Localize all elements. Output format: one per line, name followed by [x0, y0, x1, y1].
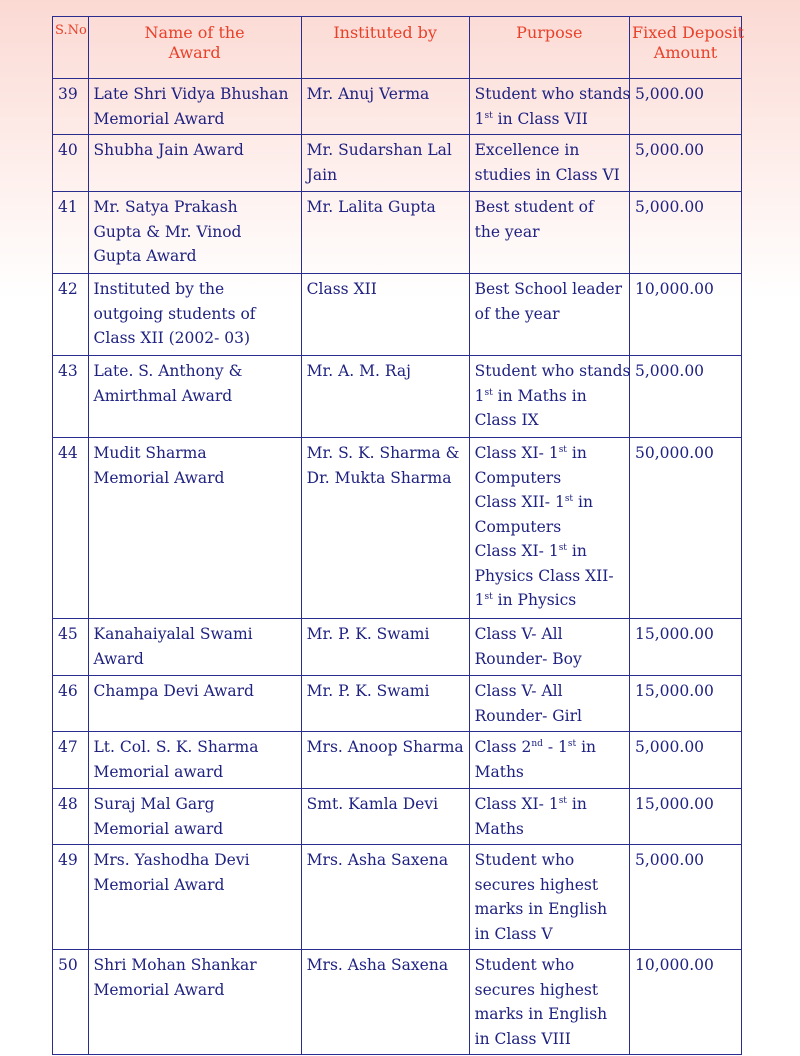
ordinal-suffix: st	[564, 494, 574, 504]
instituted-by-cell	[301, 192, 469, 274]
purpose-text: Student who	[474, 851, 575, 869]
ordinal-suffix: nd	[531, 739, 543, 749]
award-name-line: Instituted by the	[93, 280, 225, 298]
purpose-text: Class V- All	[474, 625, 563, 643]
purpose-text: in	[576, 738, 597, 756]
purpose-line	[475, 441, 625, 466]
serial-number-cell: 39	[53, 79, 89, 135]
purpose-line	[475, 679, 625, 704]
purpose-text: Maths	[474, 762, 524, 781]
instituted-by-cell	[301, 79, 469, 135]
purpose-text: 1	[474, 109, 485, 128]
table-row	[53, 732, 742, 789]
ordinal-suffix: st	[484, 592, 493, 602]
purpose-text: in Physics	[492, 591, 577, 609]
purpose-text: of the year	[474, 304, 560, 323]
purpose-text: Class V- All	[474, 682, 563, 700]
amount-cell: 5,000.00	[630, 79, 742, 135]
serial-number-cell: 49	[53, 845, 89, 950]
purpose-text: marks in English	[474, 900, 608, 918]
ordinal-suffix: st	[567, 739, 577, 749]
purpose-text: Best School leader	[474, 280, 622, 298]
award-name-line: Memorial award	[93, 762, 224, 781]
purpose-line	[475, 735, 625, 760]
instituted-by-cell	[301, 950, 469, 1055]
purpose-cell	[469, 950, 629, 1055]
serial-number-cell: 44	[53, 438, 89, 619]
table-row	[53, 676, 742, 732]
award-name-cell	[88, 274, 301, 356]
purpose-text: in	[573, 493, 593, 511]
purpose-line	[475, 302, 625, 327]
purpose-cell	[469, 676, 629, 732]
header-amount-line: Fixed Deposit	[632, 23, 744, 42]
purpose-line	[475, 897, 625, 922]
table-row	[53, 356, 742, 438]
purpose-line	[475, 848, 625, 873]
purpose-line	[475, 277, 625, 302]
purpose-text: in	[566, 542, 587, 560]
purpose-line	[475, 792, 625, 817]
instituted-by-line: Mrs. Asha Saxena	[306, 851, 449, 869]
instituted-by-cell	[301, 619, 469, 676]
purpose-text: Rounder- Boy	[474, 649, 582, 668]
purpose-text: Student who stands	[474, 362, 631, 380]
purpose-cell	[469, 274, 629, 356]
purpose-text: secures highest	[474, 875, 599, 894]
award-name-line: Mrs. Yashodha Devi	[93, 851, 250, 869]
purpose-line	[475, 466, 625, 491]
purpose-line	[474, 359, 631, 384]
purpose-line	[475, 647, 625, 672]
purpose-line	[475, 515, 625, 540]
serial-number-cell: 47	[53, 732, 89, 789]
serial-number-cell: 42	[53, 274, 89, 356]
purpose-text: Class XI- 1	[474, 542, 559, 560]
header-purpose: Purpose	[469, 17, 629, 79]
instituted-by-line: Mr. A. M. Raj	[306, 362, 411, 380]
purpose-cell	[469, 135, 629, 192]
amount-cell: 10,000.00	[630, 274, 742, 356]
award-name-cell	[88, 676, 301, 732]
purpose-line	[475, 704, 625, 729]
award-name-cell	[88, 619, 301, 676]
instituted-by-line: Mrs. Asha Saxena	[306, 956, 449, 974]
header-name-line: Award	[168, 43, 221, 62]
award-name-line: Gupta & Mr. Vinod	[93, 222, 242, 241]
award-name-line: Gupta Award	[93, 247, 197, 265]
purpose-text: in Maths in	[492, 386, 587, 405]
purpose-text: Computers	[474, 517, 562, 536]
award-name-cell	[88, 135, 301, 192]
award-name-line: Memorial Award	[93, 980, 225, 999]
instituted-by-cell	[301, 789, 469, 845]
award-name-line: Kanahaiyalal Swami	[93, 625, 253, 643]
purpose-text: in Class VIII	[474, 1029, 571, 1048]
purpose-text: in	[566, 444, 587, 462]
amount-cell: 15,000.00	[630, 789, 742, 845]
header-amount	[630, 17, 742, 79]
award-name-line: Award	[93, 649, 144, 668]
purpose-line	[475, 1002, 625, 1027]
purpose-text: Best student of	[474, 198, 594, 216]
table-row	[53, 789, 742, 845]
header-name	[88, 17, 301, 79]
instituted-by-cell	[301, 274, 469, 356]
purpose-text: Student who stands	[474, 85, 631, 103]
instituted-by-line: Mr. Lalita Gupta	[306, 198, 436, 216]
awards-table	[52, 16, 742, 1055]
instituted-by-line: Mr. Anuj Verma	[306, 85, 430, 103]
serial-number-cell: 40	[53, 135, 89, 192]
table-row	[53, 79, 742, 135]
header-sno: S.No	[53, 17, 89, 79]
award-name-line: Memorial Award	[93, 875, 225, 894]
award-name-line: Memorial Award	[93, 468, 225, 487]
instituted-by-line: Jain	[306, 165, 338, 184]
ordinal-suffix: st	[558, 445, 567, 455]
purpose-text: 1	[474, 591, 485, 609]
purpose-text: Class XII- 1	[474, 493, 565, 511]
purpose-text: Class 2	[474, 738, 532, 756]
award-name-cell	[88, 845, 301, 950]
purpose-text: studies in Class VI	[474, 165, 620, 184]
award-name-line: Suraj Mal Garg	[93, 795, 215, 813]
header-amount-line: Amount	[653, 43, 718, 62]
amount-cell: 15,000.00	[630, 619, 742, 676]
table-row	[53, 619, 742, 676]
instituted-by-cell	[301, 438, 469, 619]
purpose-line	[475, 163, 625, 188]
purpose-line	[475, 138, 625, 163]
purpose-line	[475, 922, 625, 947]
instituted-by-line: Mr. P. K. Swami	[306, 625, 430, 643]
instituted-by-line: Mr. Sudarshan Lal	[306, 141, 452, 159]
amount-cell: 5,000.00	[630, 356, 742, 438]
award-name-cell	[88, 356, 301, 438]
instituted-by-cell	[301, 676, 469, 732]
purpose-cell	[469, 732, 629, 789]
table-row	[53, 950, 742, 1055]
table-row	[53, 192, 742, 274]
award-name-line: Mr. Satya Prakash	[93, 198, 238, 216]
instituted-by-line: Smt. Kamla Devi	[306, 795, 439, 813]
award-name-cell	[88, 732, 301, 789]
amount-cell: 5,000.00	[630, 135, 742, 192]
table-row	[53, 135, 742, 192]
purpose-text: in Class VII	[492, 109, 588, 128]
award-name-line: Lt. Col. S. K. Sharma	[93, 738, 259, 756]
purpose-line	[475, 622, 625, 647]
purpose-cell	[469, 79, 629, 135]
purpose-cell	[469, 789, 629, 845]
serial-number-cell: 45	[53, 619, 89, 676]
purpose-text: marks in English	[474, 1005, 608, 1023]
amount-cell: 5,000.00	[630, 845, 742, 950]
purpose-line	[475, 760, 625, 785]
purpose-line	[475, 490, 625, 515]
purpose-line	[475, 408, 625, 433]
amount-cell: 5,000.00	[630, 732, 742, 789]
serial-number-cell: 43	[53, 356, 89, 438]
purpose-text: 1	[474, 386, 485, 405]
purpose-cell	[469, 356, 629, 438]
award-name-line: Class XII (2002- 03)	[93, 329, 251, 347]
serial-number-cell: 50	[53, 950, 89, 1055]
purpose-text: Rounder- Girl	[474, 706, 582, 725]
header-name-line: Name of the	[144, 23, 245, 42]
instituted-by-line: Mr. S. K. Sharma &	[306, 444, 460, 462]
instituted-by-line: Mrs. Anoop Sharma	[306, 738, 464, 756]
purpose-line	[475, 817, 625, 842]
purpose-cell	[469, 192, 629, 274]
award-name-line: outgoing students of	[93, 304, 256, 323]
purpose-text: Class XI- 1	[474, 444, 559, 462]
award-name-line: Amirthmal Award	[93, 386, 233, 405]
award-name-cell	[88, 438, 301, 619]
award-name-line: Shri Mohan Shankar	[93, 956, 257, 974]
award-name-cell	[88, 950, 301, 1055]
purpose-line	[475, 978, 625, 1003]
serial-number-cell: 48	[53, 789, 89, 845]
purpose-text: the year	[474, 222, 540, 241]
table-row	[53, 438, 742, 619]
purpose-cell	[469, 438, 629, 619]
amount-cell: 15,000.00	[630, 676, 742, 732]
purpose-text: in Class V	[474, 924, 553, 943]
purpose-text: secures highest	[474, 980, 599, 999]
instituted-by-cell	[301, 845, 469, 950]
instituted-by-line: Mr. P. K. Swami	[306, 682, 430, 700]
award-name-line: Champa Devi Award	[93, 682, 254, 700]
purpose-line	[475, 195, 625, 220]
amount-cell: 5,000.00	[630, 192, 742, 274]
award-name-line: Shubha Jain Award	[93, 141, 244, 159]
instituted-by-cell	[301, 356, 469, 438]
purpose-line	[475, 564, 625, 589]
award-name-cell	[88, 789, 301, 845]
award-name-cell	[88, 192, 301, 274]
award-rows	[53, 79, 742, 1055]
header-instituted: Instituted by	[301, 17, 469, 79]
table-row	[53, 274, 742, 356]
table-row	[53, 845, 742, 950]
serial-number-cell: 41	[53, 192, 89, 274]
award-name-line: Memorial award	[93, 819, 224, 838]
purpose-text: in	[566, 795, 587, 813]
purpose-text: Class IX	[474, 411, 539, 429]
purpose-text: Student who	[474, 956, 575, 974]
purpose-line	[475, 953, 625, 978]
purpose-cell	[469, 845, 629, 950]
amount-cell: 10,000.00	[630, 950, 742, 1055]
award-name-line: Mudit Sharma	[93, 444, 207, 462]
instituted-by-line: Dr. Mukta Sharma	[306, 468, 452, 487]
table-header-row	[53, 17, 742, 79]
award-name-line: Late Shri Vidya Bhushan	[93, 85, 289, 103]
purpose-line	[475, 1027, 625, 1052]
purpose-cell	[469, 619, 629, 676]
purpose-line	[475, 220, 625, 245]
award-name-line: Memorial Award	[93, 109, 225, 128]
instituted-by-line: Class XII	[306, 280, 377, 298]
purpose-text: Physics Class XII-	[474, 566, 614, 585]
serial-number-cell: 46	[53, 676, 89, 732]
purpose-text: - 1	[542, 738, 568, 756]
instituted-by-cell	[301, 732, 469, 789]
award-name-cell	[88, 79, 301, 135]
purpose-line	[475, 588, 625, 613]
instituted-by-cell	[301, 135, 469, 192]
purpose-text: Computers	[474, 468, 562, 487]
purpose-line	[475, 107, 625, 132]
purpose-line	[475, 384, 625, 409]
purpose-line	[475, 539, 625, 564]
amount-cell: 50,000.00	[630, 438, 742, 619]
purpose-line	[475, 873, 625, 898]
purpose-text: Class XI- 1	[474, 795, 559, 813]
purpose-text: Excellence in	[474, 141, 580, 159]
ordinal-suffix: st	[558, 543, 567, 553]
award-name-line: Late. S. Anthony &	[93, 362, 243, 380]
purpose-line	[474, 82, 631, 107]
ordinal-suffix: st	[484, 387, 493, 398]
ordinal-suffix: st	[558, 796, 567, 806]
ordinal-suffix: st	[484, 110, 493, 121]
purpose-text: Maths	[474, 819, 524, 838]
